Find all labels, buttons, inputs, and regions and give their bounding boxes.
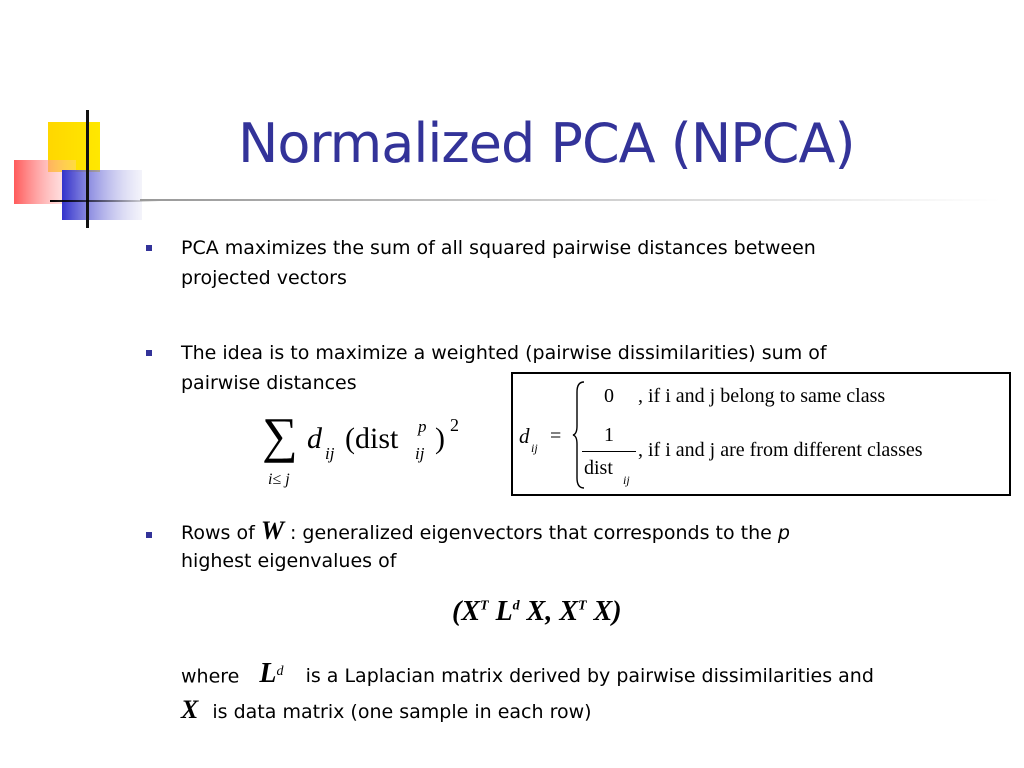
piecewise-equals: = <box>550 425 562 447</box>
matrix-l: L <box>259 658 277 690</box>
sum-dist-open: (dist <box>345 422 399 455</box>
p-variable: p <box>777 522 790 544</box>
sum-close-paren: ) <box>435 422 445 455</box>
where-line-1 <box>181 657 874 691</box>
sum-d-subscript: ij <box>325 444 335 463</box>
case2-denominator-sub: ij <box>623 473 630 487</box>
bullet-3-line-1 <box>181 516 790 548</box>
sigma-symbol: ∑ <box>262 407 298 463</box>
where-line-2 <box>181 695 592 727</box>
matrix-w: W <box>260 516 284 545</box>
case1-condition: , if i and j belong to same class <box>638 385 886 407</box>
bullet-2-line-1: The idea is to maximize a weighted (pairwise dissimilarities) sum of <box>181 342 827 364</box>
bullet-marker <box>146 532 152 538</box>
sum-d: d <box>307 422 322 455</box>
title-rule <box>140 199 1000 203</box>
case1-value: 0 <box>604 385 614 407</box>
case2-denominator: dist <box>584 457 613 479</box>
where-label: where <box>181 665 240 688</box>
case2-condition: , if i and j are from different classes <box>638 439 923 461</box>
where-desc: is a Laplacian matrix derived by pairwise dissimilarities and <box>305 665 874 688</box>
piecewise-lhs-d: d <box>519 424 530 448</box>
matrix-l-sup: d <box>276 664 284 679</box>
bullet-3-prefix: Rows of <box>181 522 255 544</box>
case2-numerator: 1 <box>604 424 614 446</box>
pencil-formula: ($X^T$ $L^d$ X, $X^T$ X) <box>452 596 622 627</box>
bullet-3-mid: : generalized eigenvectors that corresponds to the <box>289 522 772 544</box>
sum-dist-sub-ij: ij <box>415 444 425 463</box>
bullet-1-line-2: projected vectors <box>181 267 347 289</box>
matrix-x: X <box>181 695 199 724</box>
pencil-open: (X <box>452 596 480 627</box>
slide-logo-decoration <box>0 0 160 240</box>
bullet-2-line-2: pairwise distances <box>181 372 357 394</box>
sum-subscript: i≤ j <box>268 471 290 488</box>
case2-fraction-bar <box>582 451 636 452</box>
bullet-marker <box>146 245 152 251</box>
sum-dist-sup-p: p <box>418 417 427 436</box>
slide-title: Normalized PCA (NPCA) <box>238 112 855 175</box>
sum-square: 2 <box>450 415 459 435</box>
bullet-3-line-2: highest eigenvalues of <box>181 550 397 572</box>
where-desc-2: is data matrix (one sample in each row) <box>212 701 592 723</box>
bullet-marker <box>146 350 152 356</box>
piecewise-lhs-sub: ij <box>531 441 538 455</box>
bullet-1-line-1: PCA maximizes the sum of all squared pairwise distances between <box>181 237 816 259</box>
